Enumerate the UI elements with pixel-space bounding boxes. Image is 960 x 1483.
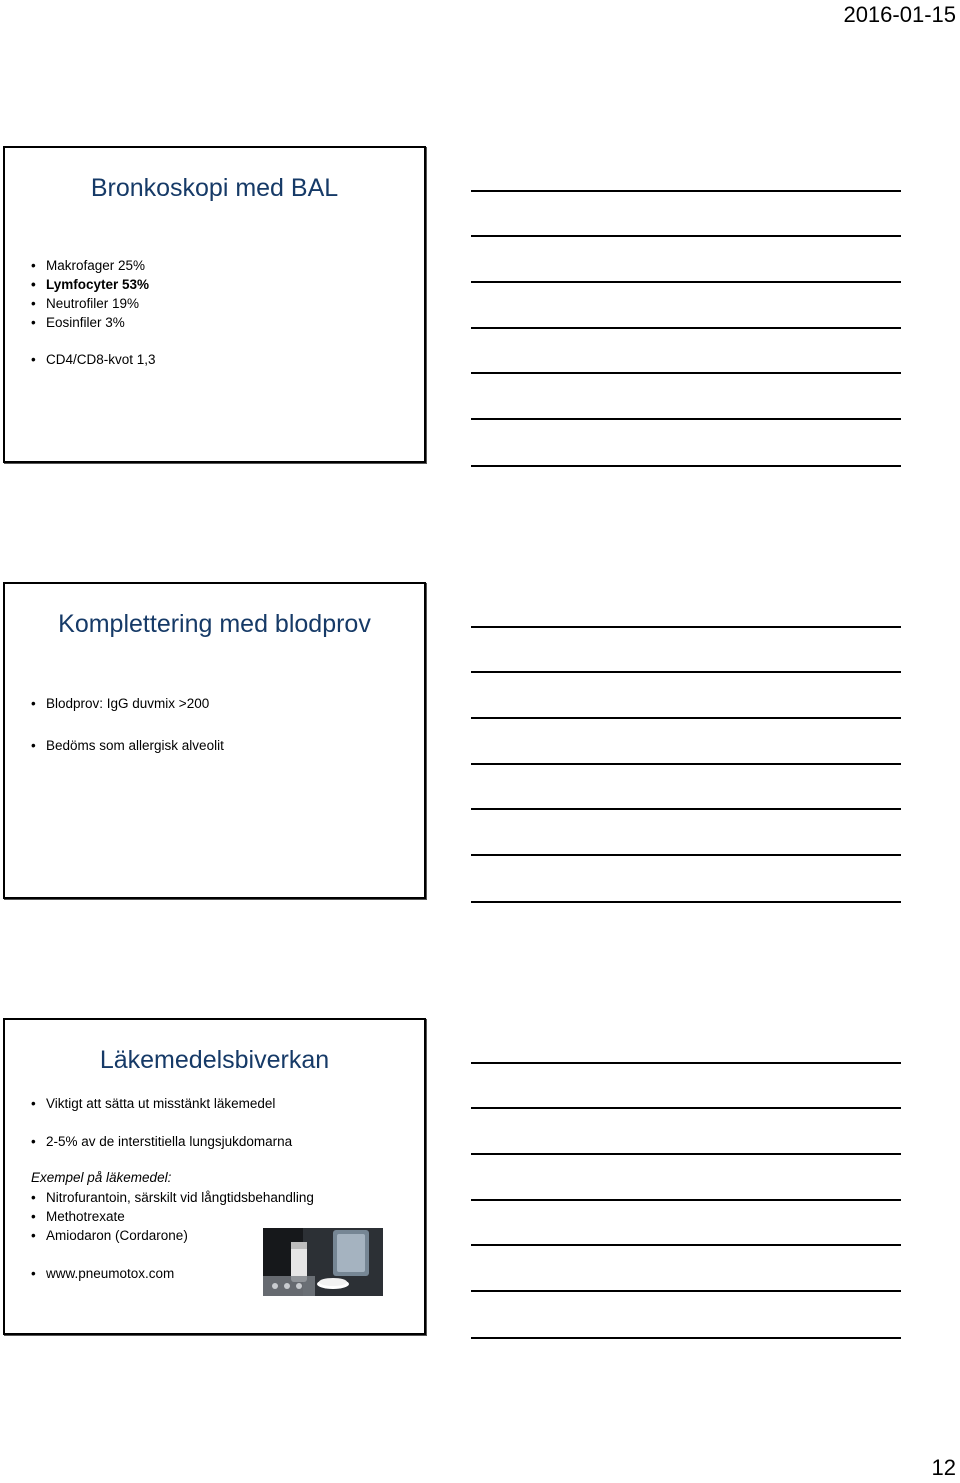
bullet-list: [31, 350, 156, 369]
note-line: [471, 465, 901, 467]
note-line: [471, 1290, 901, 1292]
bullet-list: [31, 736, 224, 755]
bullet-item: • 2-5% av de interstitiella lungsjukdomarna: [31, 1132, 292, 1151]
bullet-item: • Lymfocyter 53%: [31, 275, 149, 294]
note-line: [471, 235, 901, 237]
medication-photo: [263, 1228, 383, 1296]
bullet-item: • Methotrexate: [31, 1207, 314, 1226]
bullet-item: • Blodprov: IgG duvmix >200: [31, 694, 209, 713]
note-line: [471, 1153, 901, 1155]
slide-title: Komplettering med blodprov: [58, 610, 371, 638]
note-line: [471, 671, 901, 673]
note-line: [471, 372, 901, 374]
bullet-item: • Nitrofurantoin, särskilt vid långtidsbehandling: [31, 1188, 314, 1207]
slide-1: [3, 146, 426, 463]
bullet-item: • Makrofager 25%: [31, 256, 149, 275]
note-line: [471, 1062, 901, 1064]
bullet-list: [31, 694, 209, 713]
note-line: [471, 190, 901, 192]
bullet-item: • CD4/CD8-kvot 1,3: [31, 350, 156, 369]
note-line: [471, 281, 901, 283]
bullet-item: • Eosinfiler 3%: [31, 313, 149, 332]
note-line: [471, 763, 901, 765]
slide-title: Läkemedelsbiverkan: [99, 1046, 330, 1074]
note-line: [471, 901, 901, 903]
bullet-item: • Viktigt att sätta ut misstänkt läkemedel: [31, 1094, 275, 1113]
header-date: 2016-01-15: [843, 2, 956, 27]
note-line: [471, 808, 901, 810]
slide-title: Bronkoskopi med BAL: [90, 174, 339, 202]
bullet-item: • Neutrofiler 19%: [31, 294, 149, 313]
bullet-list: [31, 1264, 174, 1283]
note-line: [471, 1107, 901, 1109]
pneumotox-link[interactable]: • www.pneumotox.com: [31, 1264, 174, 1283]
bullet-list: [31, 256, 149, 332]
bullet-list: [31, 1094, 275, 1113]
note-line: [471, 717, 901, 719]
note-line: [471, 626, 901, 628]
note-line: [471, 854, 901, 856]
note-line: [471, 327, 901, 329]
bullet-item: • Amiodaron (Cordarone): [31, 1226, 314, 1245]
example-label: Exempel på läkemedel:: [31, 1170, 172, 1185]
note-line: [471, 418, 901, 420]
page-number: 12: [931, 1455, 956, 1480]
bullet-item: • Bedöms som allergisk alveolit: [31, 736, 224, 755]
slide-2: [3, 582, 426, 899]
note-line: [471, 1337, 901, 1339]
medication-photo-illustration: [263, 1228, 383, 1296]
note-line: [471, 1244, 901, 1246]
slide-3: [3, 1018, 426, 1335]
note-line: [471, 1199, 901, 1201]
bullet-list: [31, 1132, 292, 1151]
